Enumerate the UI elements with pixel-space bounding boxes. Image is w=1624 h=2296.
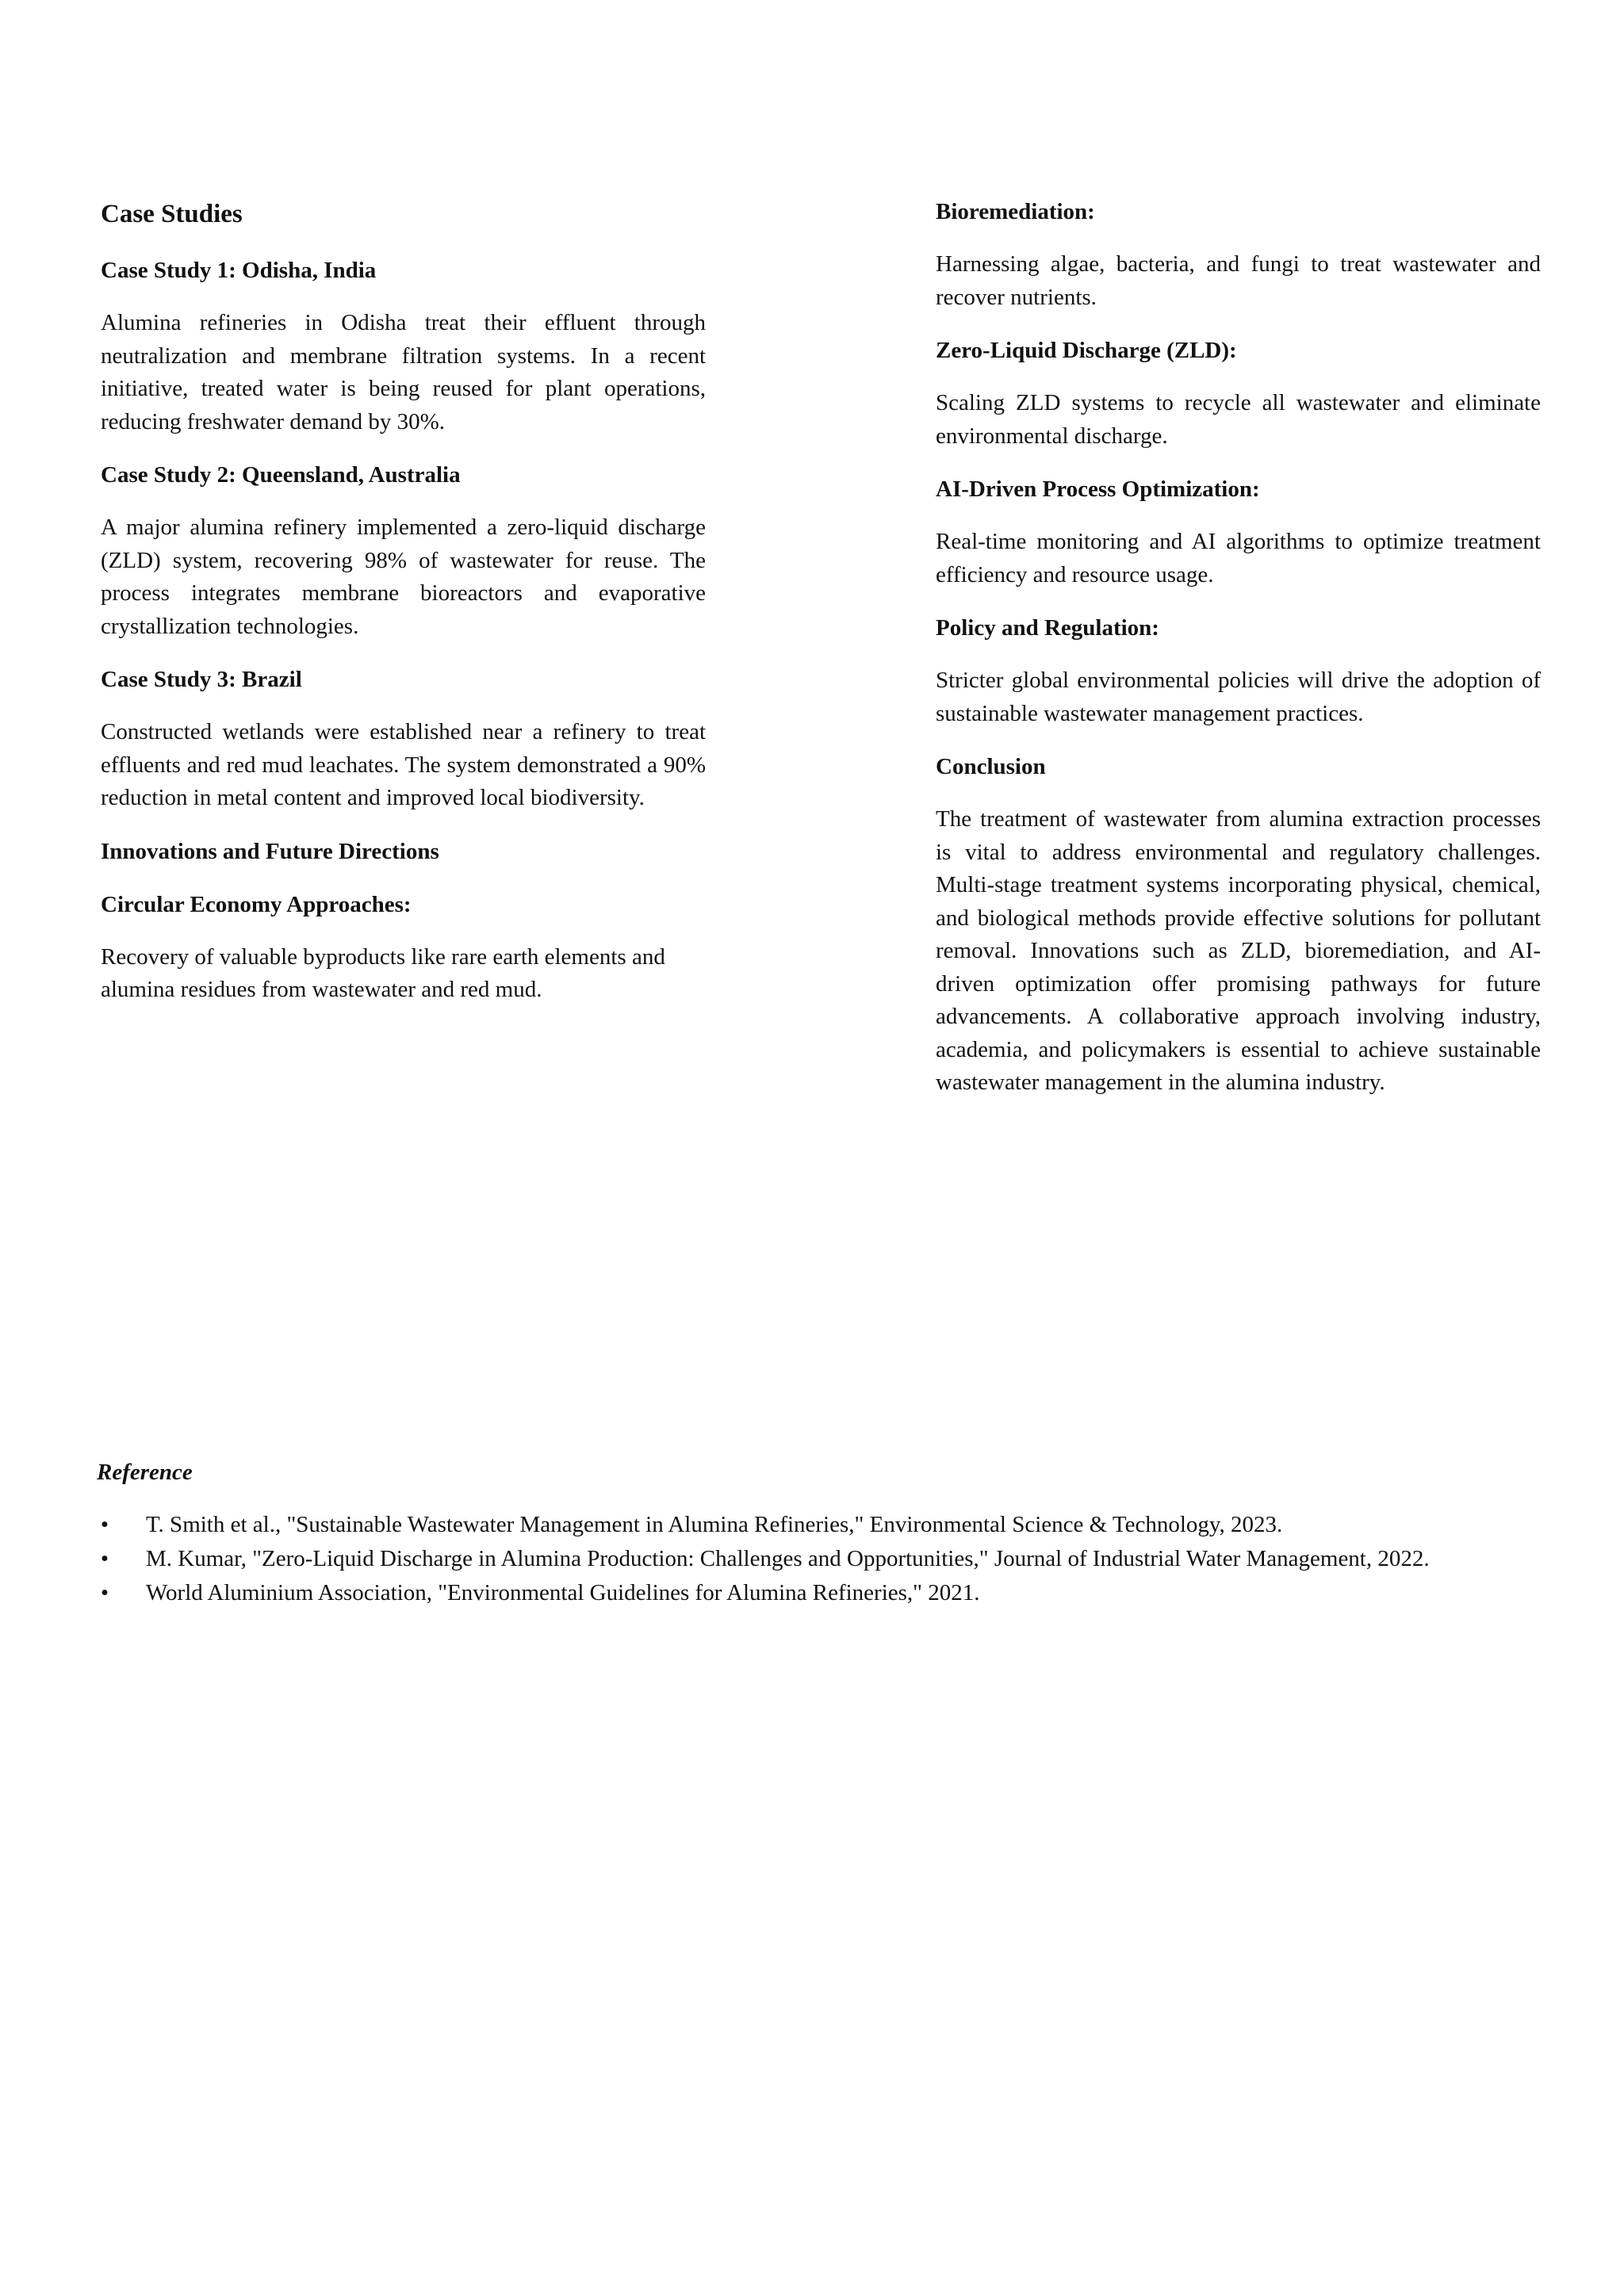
ai-optimization-heading: AI-Driven Process Optimization: [936,476,1260,502]
reference-text: World Aluminium Association, "Environmental Guidelines for Alumina Refineries," 2021. [146,1580,980,1605]
innovations-heading: Innovations and Future Directions [101,838,439,864]
right-column [936,195,1541,1119]
bullet-icon: • [100,1580,109,1605]
reference-text: T. Smith et al., "Sustainable Wastewater Management in Alumina Refineries," Environmental Science & Technology, 2023. [146,1512,1283,1537]
bioremediation-heading: Bioremediation: [936,199,1095,224]
bullet-icon: • [100,1512,109,1537]
reference-item [97,1542,1548,1576]
ai-optimization-text: Real-time monitoring and AI algorithms to optimize treatment efficiency and resource usage. [936,529,1541,587]
policy-heading: Policy and Regulation: [936,615,1159,641]
references-title: Reference [97,1460,193,1485]
case-study-1-heading: Case Study 1: Odisha, India [101,258,377,283]
reference-item [97,1508,1548,1542]
zld-text: Scaling ZLD systems to recycle all wastewater and eliminate environmental discharge. [936,390,1541,449]
zld-heading: Zero-Liquid Discharge (ZLD): [936,338,1237,363]
case-study-1-text: Alumina refineries in Odisha treat their effluent through neutralization and membrane filtration systems. In a recent initiative, treated water is being reused for plant operations, reducing freshwater demand by 30%. [101,310,706,434]
case-study-3-text: Constructed wetlands were established near a refinery to treat effluents and red mud leachates. The system demonstrated a 90% reduction in metal content and improved local biodiversity. [101,719,706,810]
circular-economy-text: Recovery of valuable byproducts like rare earth elements and alumina residues from wastewater and red mud. [101,943,665,1002]
bioremediation-text: Harnessing algae, bacteria, and fungi to treat wastewater and recover nutrients. [936,251,1541,310]
bullet-icon: • [100,1546,109,1571]
policy-text: Stricter global environmental policies will drive the adoption of sustainable wastewater management practices. [936,668,1541,726]
reference-item [97,1576,1548,1610]
case-study-3-heading: Case Study 3: Brazil [101,667,302,692]
references-section [97,1456,1548,1610]
case-study-2-text: A major alumina refinery implemented a zero-liquid discharge (ZLD) system, recovering 98% of wastewater for reuse. The process integrates membrane bioreactors and evaporative crystallization technologies. [101,515,706,639]
conclusion-text: The treatment of wastewater from alumina extraction processes is vital to address environmental and regulatory challenges. Multi-stage treatment systems incorporating physical, chemical, and biological methods provide effective solutions for pollutant removal. Innovations such as ZLD, bioremediation, and AI-driven optimization offer promising pathways for future advancements. A collaborative approach involving industry, academia, and policymakers is essential to achieve sustainable wastewater management in the alumina industry. [936,806,1541,1095]
left-column [101,195,706,1027]
conclusion-heading: Conclusion [936,754,1046,779]
section-title-case-studies: Case Studies [101,200,243,228]
circular-economy-heading: Circular Economy Approaches: [101,891,412,917]
case-study-2-heading: Case Study 2: Queensland, Australia [101,462,461,488]
reference-text: M. Kumar, "Zero-Liquid Discharge in Alumina Production: Challenges and Opportunities," Journal of Industrial Water Management, 2022. [146,1546,1430,1571]
reference-list [97,1508,1548,1610]
